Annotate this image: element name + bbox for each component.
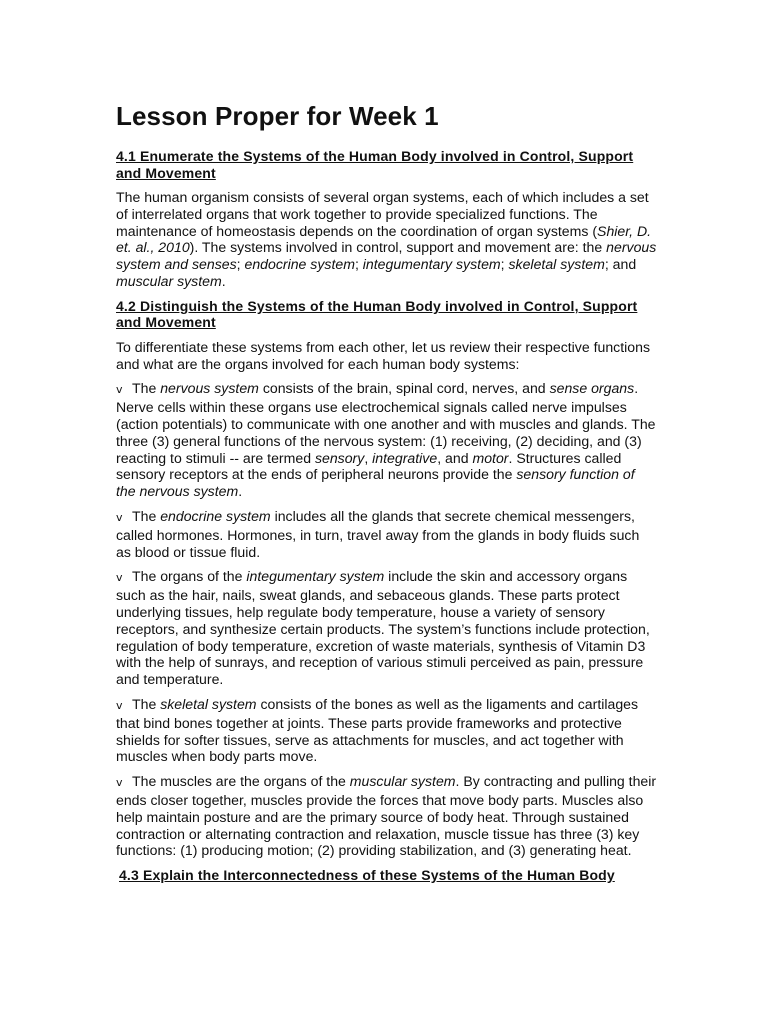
bullet-marker: v xyxy=(116,510,123,524)
italic-term: nervous system xyxy=(160,380,259,397)
text-run: consists of the brain, spinal cord, nerves, and xyxy=(258,380,550,397)
text-run: . By contracting and pulling their ends closer together, muscles provide the forces that move body parts. Muscles also help maintain posture and are the primary source of body heat. Through sustained contraction or alternating contraction and relaxation, muscle tissue has three (3) key functions: (1) producing motion; (2) providing stabilization, and (3) generating heat. xyxy=(116,773,657,859)
text-run: ). The systems involved in control, support and movement are: the xyxy=(189,239,607,256)
system-bullet-item xyxy=(116,568,658,688)
text-run: The xyxy=(132,507,161,524)
text-run: ; xyxy=(500,256,509,273)
system-bullet-item xyxy=(116,773,658,859)
text-run: The xyxy=(132,695,161,712)
italic-term: sensory xyxy=(314,449,365,466)
italic-term: Shier, D. et. al., 2010 xyxy=(116,222,652,256)
italic-term: muscular system xyxy=(349,773,456,790)
bullet-marker: v xyxy=(116,383,123,397)
text-run: The xyxy=(132,380,161,397)
text-run: includes all the glands that secrete chemical messengers, called hormones. Hormones, in turn, travel away from the glands in body fluids such as blood or tissue fluid. xyxy=(116,507,640,560)
page-title: Lesson Proper for Week 1 xyxy=(116,101,439,131)
text-run: The human organism consists of several organ systems, each of which includes a set of interrelated organs that work together to provide specialized functions. The maintenance of homeostasis depends on the coordination of organ systems ( xyxy=(116,189,649,239)
italic-term: endocrine system xyxy=(160,507,271,524)
italic-term: muscular system xyxy=(116,272,222,289)
text-run: ; and xyxy=(604,256,637,273)
bullet-marker: v xyxy=(116,776,123,790)
italic-term: sensory function of the nervous system xyxy=(116,466,635,500)
italic-term: nervous system and senses xyxy=(116,239,657,273)
text-run: The muscles are the organs of the xyxy=(132,773,350,790)
text-run: . Structures called sensory receptors at the ends of peripheral neurons provide the xyxy=(116,449,622,483)
system-bullet-item xyxy=(116,696,658,765)
text-run: consists of the bones as well as the ligaments and cartilages that bind bones together at joints. These parts provide frameworks and protective shields for softer tissues, serve as attachments for muscles, and act together with muscles when body parts move. xyxy=(116,695,639,765)
italic-term: skeletal system xyxy=(508,256,605,273)
system-bullet-item xyxy=(116,380,658,500)
section-4-2-intro: To differentiate these systems from each other, let us review their respective functions and what are the organs involved for each human body systems: xyxy=(116,338,650,372)
text-run: ; xyxy=(236,256,245,273)
bullet-marker: v xyxy=(116,571,123,585)
text-run: . Nerve cells within these organs use electrochemical signals called nerve impulses (action potentials) to communicate with one another and with muscles and glands. The three (3) general functions of the nervous system: (1) receiving, (2) deciding, and (3) reacting to stimuli -- are termed xyxy=(116,380,656,466)
system-bullet-item xyxy=(116,508,658,560)
text-run: . xyxy=(238,483,243,500)
italic-term: endocrine system xyxy=(244,256,355,273)
systems-bullet-list xyxy=(116,380,658,859)
text-run: . xyxy=(221,272,226,289)
italic-term: sense organs xyxy=(549,380,635,397)
section-4-2-heading: 4.2 Distinguish the Systems of the Human Body involved in Control, Support and Movement xyxy=(116,297,638,331)
text-run: The organs of the xyxy=(132,568,247,585)
text-run: , and xyxy=(437,449,473,466)
italic-term: motor xyxy=(472,449,509,466)
section-4-1-heading: 4.1 Enumerate the Systems of the Human Body involved in Control, Support and Movement xyxy=(116,148,634,181)
bullet-marker: v xyxy=(116,698,123,712)
section-4-3-heading: 4.3 Explain the Interconnectedness of these Systems of the Human Body xyxy=(119,867,615,884)
italic-term: integumentary system xyxy=(362,256,501,273)
text-run: , xyxy=(364,449,373,466)
italic-term: integumentary system xyxy=(246,568,385,585)
text-run: include the skin and accessory organs such as the hair, nails, sweat glands, and sebaceous glands. These parts protect underlying tissues, help regulate body temperature, house a variety of sensory receptors, and synthesize certain products. The system’s functions include protection, regulation of body temperature, excretion of waste materials, synthesis of Vitamin D3 with the help of sunrays, and reception of various stimuli perceived as pain, pressure and temperature. xyxy=(116,568,650,688)
section-4-1-paragraph xyxy=(116,189,658,290)
text-run: ; xyxy=(354,256,363,273)
italic-term: skeletal system xyxy=(160,695,257,712)
italic-term: integrative xyxy=(372,449,438,466)
